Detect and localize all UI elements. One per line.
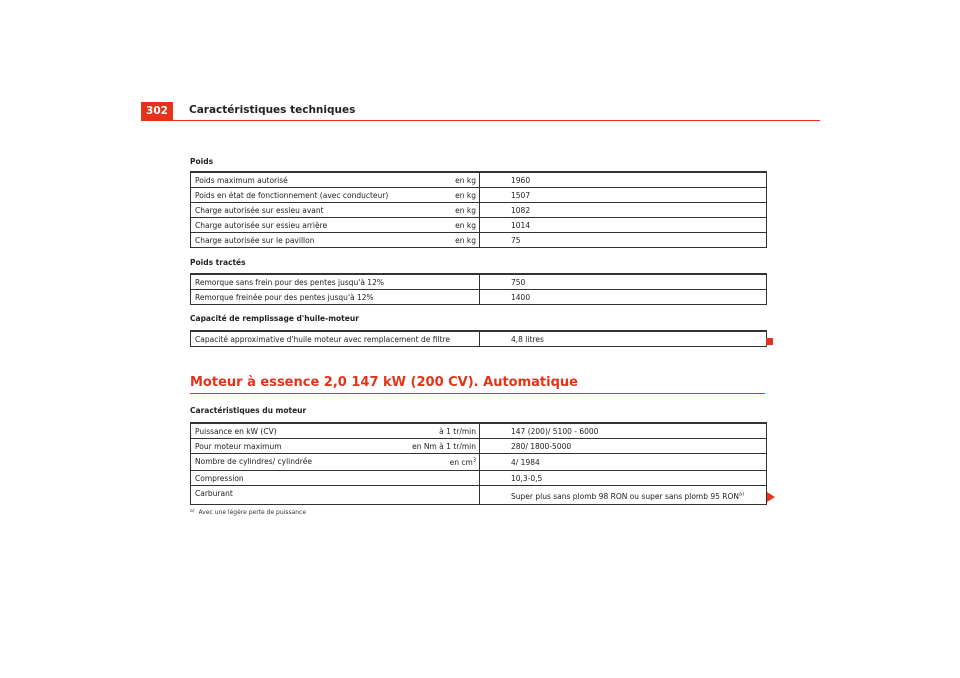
row-value: 1400 [511,293,531,302]
continue-arrow-icon [767,492,775,502]
table-row [191,274,766,289]
row-label: Charge autorisée sur essieu avant [195,206,324,215]
table-row [191,202,766,217]
row-unit: en $cm^3$ [449,457,476,467]
footnote-text: Avec une légère perte de puissance [198,509,307,516]
row-unit: en kg [455,176,476,185]
table-row [191,485,766,504]
footnote [190,509,306,516]
row-value: 4/ 1984 [511,458,540,467]
table-row [191,172,766,187]
row-unit: en Nm à 1 tr/min [412,442,476,451]
row-value: 280/ 1800-5000 [511,442,572,451]
table-row [191,187,766,202]
table-row [191,331,766,346]
row-label: Charge autorisée sur le pavillon [195,236,315,245]
row-value: 1960 [511,176,531,185]
poids-table [190,171,767,248]
superscript: 3 [472,457,476,464]
page-number: 302 [141,102,173,120]
row-label: Remorque freinée pour des pentes jusqu'à 12% [195,293,374,302]
row-value: 4,8 litres [511,335,544,344]
row-value: 750 [511,278,526,287]
row-label: Poids maximum autorisé [195,176,288,185]
row-value: 1507 [511,191,531,200]
engine-table [190,422,767,505]
header-title: Caractéristiques techniques [189,104,356,116]
row-unit: à 1 tr/min [439,427,476,436]
table-row [191,232,766,247]
footnote-mark: a) [190,509,195,514]
section-label-engine: Caractéristiques du moteur [190,406,307,415]
row-label: Carburant [195,489,233,498]
row-label: Poids en état de fonctionnement (avec conducteur) [195,191,389,200]
row-value: 1082 [511,206,531,215]
section-end-marker-icon [766,338,773,345]
row-label: Remorque sans frein pour des pentes jusqu'à 12% [195,278,384,287]
row-value: 10,3-0,5 [511,474,543,483]
table-row [191,289,766,304]
section-label-poids-tractes: Poids tractés [190,258,246,267]
row-value: 147 (200)/ 5100 - 6000 [511,427,599,436]
footnote-ref: a) [739,491,745,498]
row-value: 75 [511,236,521,245]
row-unit: en kg [455,191,476,200]
table-row [191,470,766,485]
row-label: Compression [195,474,244,483]
row-value: 1014 [511,221,531,230]
section-label-huile: Capacité de remplissage d'huile-moteur [190,314,359,323]
row-unit: en kg [455,221,476,230]
row-label: Nombre de cylindres/ cylindrée [195,457,312,466]
row-label: Charge autorisée sur essieu arrière [195,221,328,230]
row-value: Super plus sans plomb 98 RON ou super sans plomb 95 RON$^{a)}$ [511,491,745,501]
row-label: Pour moteur maximum [195,442,282,451]
row-unit: en kg [455,236,476,245]
poids-tractes-table [190,273,767,305]
engine-heading: Moteur à essence 2,0 147 kW (200 CV). Automatique [190,375,765,394]
table-row [191,423,766,438]
row-label: Puissance en kW (CV) [195,427,277,436]
huile-table [190,330,767,347]
row-unit: en kg [455,206,476,215]
page-header [141,102,820,121]
table-row [191,217,766,232]
table-row [191,453,766,470]
section-label-poids: Poids [190,157,214,166]
row-label: Capacité approximative d'huile moteur avec remplacement de filtre [195,335,450,344]
table-row [191,438,766,453]
